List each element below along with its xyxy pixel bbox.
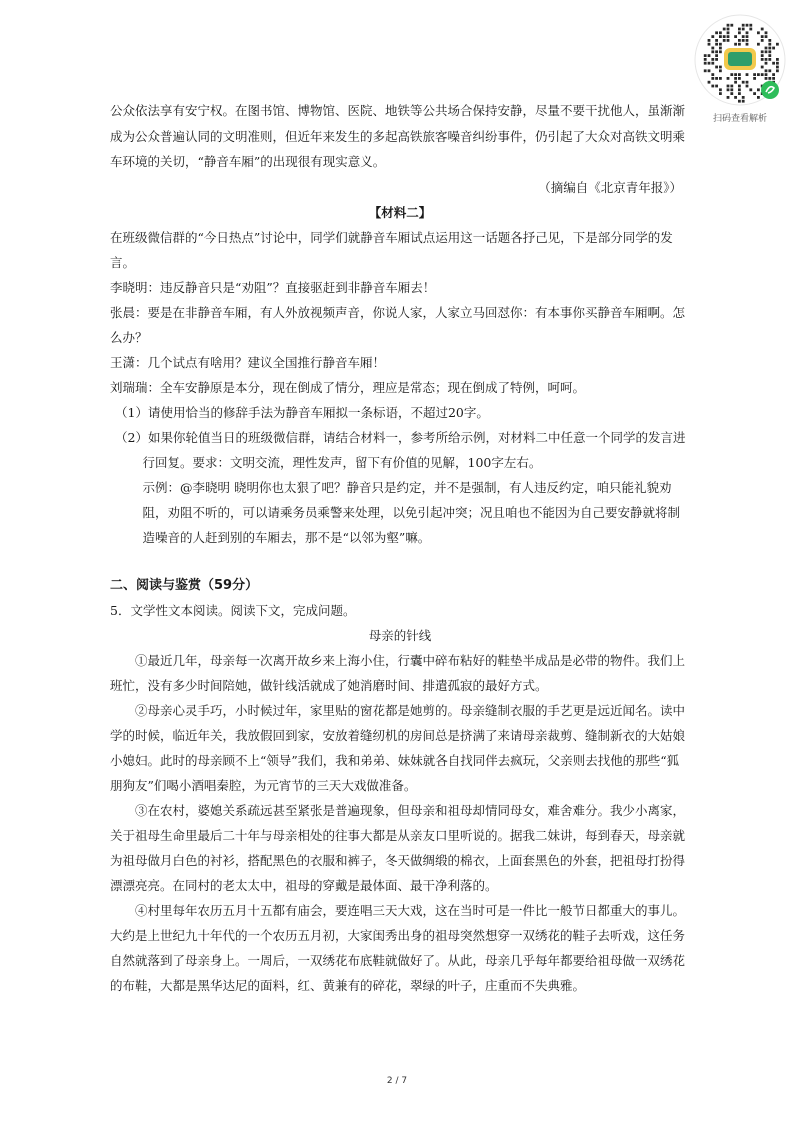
qr-module <box>719 88 722 91</box>
essay-paragraph-1: ①最近几年，母亲每一次离开故乡来上海小住，行囊中碎布粘好的鞋垫半成品是必带的物件。我们上班忙，没有多少时间陪她，做针线活就成了她消磨时间、排遣孤寂的最好方式。 <box>110 653 686 693</box>
qr-module <box>753 73 756 76</box>
qr-module <box>723 39 726 42</box>
qr-module <box>772 73 775 76</box>
qr-module <box>761 54 764 57</box>
qr-module <box>734 77 737 80</box>
qr-module <box>749 28 752 31</box>
qr-module <box>742 24 745 27</box>
qr-module <box>742 81 745 84</box>
qr-module <box>772 77 775 80</box>
essay-title: 母亲的针线 <box>368 628 432 643</box>
qr-module <box>715 54 718 57</box>
qr-module <box>719 77 722 80</box>
qr-module <box>727 31 730 34</box>
qr-module <box>757 96 760 99</box>
qr-module <box>711 73 714 76</box>
material2-intro: 在班级微信群的“今日热点”讨论中，同学们就静音车厢试点运用这一话题各抒己见，下是部分同学的发言。 <box>110 229 673 270</box>
qr-module <box>704 58 707 61</box>
qr-module <box>742 28 745 31</box>
qr-module <box>765 35 768 38</box>
qr-module <box>761 35 764 38</box>
qr-module <box>768 43 771 46</box>
qr-module <box>727 39 730 42</box>
comment-li-xiaoming: 李晓明：违反静音只是“劝阻”？直接驱赶到非静音车厢去！ <box>110 279 436 295</box>
qr-module <box>738 73 741 76</box>
qr-module <box>738 43 741 46</box>
question-2: （2）如果你轮值当日的班级微信群，请结合材料一，参考所给示例，对材料二中任意一个同学的发言进行回复。要求：文明交流，理性发声，留下有价值的见解，100字左右。 <box>115 429 686 470</box>
qr-module <box>776 43 779 46</box>
qr-module <box>757 31 760 34</box>
question-1: （1）请使用恰当的修辞手法为静音车厢拟一条标语，不超过20字。 <box>115 404 489 420</box>
qr-module <box>765 31 768 34</box>
question-5: 5．文学性文本阅读。阅读下文，完成问题。 <box>110 603 356 618</box>
qr-module <box>734 35 737 38</box>
qr-module <box>765 47 768 50</box>
qr-module <box>730 24 733 27</box>
page-number: 2 / 7 <box>386 1076 408 1086</box>
qr-module <box>727 96 730 99</box>
qr-module <box>761 66 764 69</box>
qr-module <box>719 43 722 46</box>
qr-module <box>734 43 737 46</box>
qr-code[interactable] <box>694 14 786 106</box>
qr-module <box>761 50 764 53</box>
qr-module <box>704 69 707 72</box>
qr-module <box>746 39 749 42</box>
qr-module <box>711 35 714 38</box>
qr-module <box>742 100 745 103</box>
qr-module <box>708 81 711 84</box>
material1-source: （摘编自《北京青年报》） <box>538 179 682 195</box>
qr-module <box>738 85 741 88</box>
qr-module <box>776 58 779 61</box>
qr-module <box>711 47 714 50</box>
essay-paragraph-2: ②母亲心灵手巧，小时候过年，家里贴的窗花都是她剪的。母亲缝制衣服的手艺更是远近闻名。读中学的时候，临近年关，我放假回到家，安放着缝纫机的房间总是挤满了来请母亲裁剪、缝制新衣的大姑娘小媳妇。此时的母亲顾不上“领导”我们，我和弟弟、妹妹就各自找同伴去疯玩，父亲则去找他的那些“狐朋狗友”们喝小酒唱秦腔，为元宵节的三天大戏做准备。 <box>110 703 686 793</box>
qr-module <box>776 62 779 65</box>
qr-module <box>753 92 756 95</box>
qr-module <box>719 92 722 95</box>
qr-module <box>730 88 733 91</box>
qr-module <box>746 81 749 84</box>
qr-module <box>727 77 730 80</box>
qr-module <box>708 62 711 65</box>
qr-module <box>765 58 768 61</box>
qr-module <box>746 73 749 76</box>
qr-module <box>768 39 771 42</box>
qr-module <box>734 81 737 84</box>
qr-module <box>734 96 737 99</box>
comment-wang-xiao: 王潇：几个试点有啥用？建议全国推行静音车厢！ <box>110 354 386 370</box>
qr-module <box>761 39 764 42</box>
qr-module <box>738 31 741 34</box>
comment-zhang-chen: 张晨：要是在非静音车厢，有人外放视频声音，你说人家，人家立马回怼你：有本事你买静音车厢啊。怎么办？ <box>110 304 686 345</box>
qr-module <box>738 39 741 42</box>
qr-module <box>719 66 722 69</box>
qr-module <box>730 73 733 76</box>
qr-module <box>765 77 768 80</box>
qr-module <box>730 92 733 95</box>
qr-module <box>715 66 718 69</box>
qr-caption: 扫码查看解析 <box>712 114 767 124</box>
qr-module <box>711 50 714 53</box>
qr-module <box>711 58 714 61</box>
qr-module <box>757 73 760 76</box>
qr-module <box>753 77 756 80</box>
qr-module <box>768 77 771 80</box>
qr-module <box>746 24 749 27</box>
qr-module <box>719 35 722 38</box>
qr-module <box>765 62 768 65</box>
qr-module <box>715 50 718 53</box>
qr-module <box>715 39 718 42</box>
qr-module <box>746 85 749 88</box>
qr-module <box>715 77 718 80</box>
qr-module <box>723 35 726 38</box>
essay-paragraph-3: ③在农村，婆媳关系疏远甚至紧张是普遍现象，但母亲和祖母却情同母女，难舍难分。我少小离家，关于祖母生命里最后二十年与母亲相处的往事大都是从亲友口里听说的。据我二妹讲，每到春天，母亲就为祖母做月白色的衬衫，搭配黑色的衣服和裤子，冬天做绸缎的棉衣，上面套黑色的外套，把祖母打扮得漂漂亮亮。在同村的老太太中，祖母的穿戴是最体面、最干净利落的。 <box>110 803 686 893</box>
qr-module <box>765 69 768 72</box>
qr-module <box>768 50 771 53</box>
qr-module <box>738 92 741 95</box>
literary-reading <box>110 598 690 998</box>
qr-module <box>727 28 730 31</box>
qr-module <box>719 50 722 53</box>
qr-module <box>749 88 752 91</box>
qr-module <box>708 39 711 42</box>
qr-module <box>738 28 741 31</box>
qr-module <box>727 24 730 27</box>
qr-module <box>719 69 722 72</box>
qr-module <box>765 73 768 76</box>
qr-module <box>761 73 764 76</box>
qr-module <box>749 24 752 27</box>
qr-module <box>738 88 741 91</box>
qr-module <box>711 62 714 65</box>
qr-module <box>757 43 760 46</box>
qr-module <box>704 62 707 65</box>
qr-module <box>708 54 711 57</box>
qr-module <box>742 96 745 99</box>
qr-module <box>715 31 718 34</box>
qr-module <box>730 85 733 88</box>
qr-module <box>727 85 730 88</box>
material-section <box>110 98 690 550</box>
qr-module <box>765 50 768 53</box>
qr-module <box>708 43 711 46</box>
qr-module <box>711 77 714 80</box>
qr-module <box>776 66 779 69</box>
qr-module <box>772 62 775 65</box>
qr-module <box>723 28 726 31</box>
essay-paragraph-4: ④村里每年农历五月十五都有庙会，要连唱三天大戏，这在当时可是一件比一般节日都重大的事儿。大约是上世纪九十年代的一个农历五月初，大家闺秀出身的祖母突然想穿一双绣花的鞋子去听戏，这任务自然就落到了母亲身上。一周后，一双绣花布底鞋就做好了。从此，母亲几乎每年都要给祖母做一双绣花的布鞋，大都是黑华达尼的面料，红、黄兼有的碎花，翠绿的叶子，庄重而不失典雅。 <box>110 903 686 993</box>
qr-module <box>719 47 722 50</box>
qr-module <box>727 88 730 91</box>
qr-module <box>761 58 764 61</box>
qr-module <box>746 43 749 46</box>
qr-module <box>704 54 707 57</box>
qr-module <box>746 31 749 34</box>
qr-module <box>708 69 711 72</box>
qr-module <box>746 35 749 38</box>
section-heading: 二、阅读与鉴赏（59分） <box>110 578 259 593</box>
qr-module <box>715 85 718 88</box>
comment-liu-ruirui: 刘瑞瑞：全车安静原是本分，现在倒成了情分，理应是常态；现在倒成了特例，呵呵。 <box>110 379 586 395</box>
qr-module <box>768 58 771 61</box>
qr-module <box>768 47 771 50</box>
qr-module <box>715 58 718 61</box>
material1-paragraph: 公众依法享有安宁权。在图书馆、博物馆、医院、地铁等公共场合保持安静，尽量不要干扰他人，虽渐渐成为公众普遍认同的文明准则，但近年来发生的多起高铁旅客噪音纠纷事件，仍引起了大众对高铁文明乘车环境的关切，“静音车厢”的出现很有现实意义。 <box>110 103 686 169</box>
qr-module <box>768 54 771 57</box>
qr-module <box>772 47 775 50</box>
qr-module <box>742 35 745 38</box>
qr-module <box>727 35 730 38</box>
qr-module <box>757 88 760 91</box>
qr-module <box>738 77 741 80</box>
qr-module <box>742 39 745 42</box>
question-2-example: 示例：@李晓明 晓明你也太狠了吧？静音只是约定，并不是强制，有人违反约定，咱只能礼貌劝阻，劝阻不听的，可以请乘务员乘警来处理，以免引起冲突；况且咱也不能因为自己要安静就将制造噪音的人赶到别的车厢去，那不是“以邻为壑”嘛。 <box>142 479 681 545</box>
qr-module <box>719 31 722 34</box>
qr-module <box>734 73 737 76</box>
material2-heading: 【材料二】 <box>368 204 432 220</box>
qr-module <box>715 43 718 46</box>
qr-module <box>761 28 764 31</box>
qr-module <box>738 100 741 103</box>
qr-module <box>711 85 714 88</box>
qr-module <box>776 69 779 72</box>
qr-module <box>768 69 771 72</box>
